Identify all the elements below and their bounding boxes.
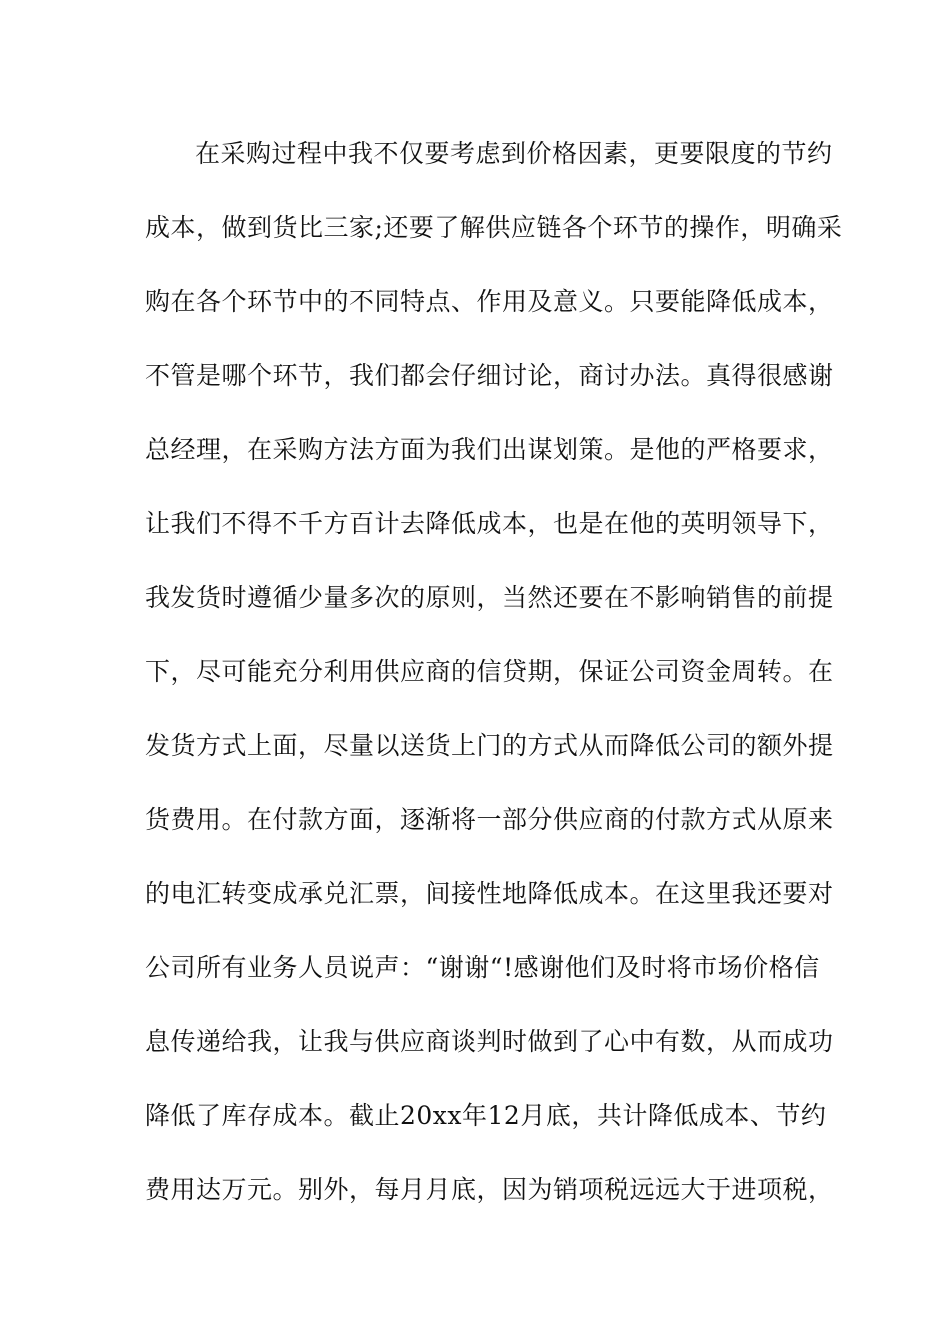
- paragraph-line-4: 不管是哪个环节，我们都会仔细讨论，商讨办法。真得很感谢: [145, 361, 834, 390]
- paragraph: [145, 127, 843, 1237]
- paragraph-line-7: 我发货时遵循少量多次的原则，当然还要在不影响销售的前提: [145, 583, 834, 612]
- paragraph-line-6: 让我们不得不千方百计去降低成本，也是在他的英明领导下，: [145, 509, 834, 538]
- paragraph-line-5: 总经理，在采购方法方面为我们出谋划策。是他的严格要求，: [145, 435, 834, 464]
- paragraph-line-13: 息传递给我，让我与供应商谈判时做到了心中有数，从而成功: [145, 1027, 834, 1056]
- paragraph-line-9: 发货方式上面，尽量以送货上门的方式从而降低公司的额外提: [145, 731, 834, 760]
- paragraph-line-2: 成本，做到货比三家;还要了解供应链各个环节的操作，明确采: [145, 213, 843, 242]
- paragraph-line-8: 下，尽可能充分利用供应商的信贷期，保证公司资金周转。在: [145, 657, 834, 686]
- paragraph-line-14: 降低了库存成本。截止20xx年12月底，共计降低成本、节约: [145, 1101, 827, 1130]
- paragraph-line-12: 公司所有业务人员说声：“谢谢“!感谢他们及时将市场价格信: [145, 953, 820, 982]
- paragraph-line-1: 在采购过程中我不仅要考虑到价格因素，更要限度的节约: [195, 139, 833, 168]
- paragraph-line-10: 货费用。在付款方面，逐渐将一部分供应商的付款方式从原来: [145, 805, 834, 834]
- paragraph-line-3: 购在各个环节中的不同特点、作用及意义。只要能降低成本，: [145, 287, 834, 316]
- paragraph-line-15: 费用达万元。别外，每月月底，因为销项税远远大于进项税，: [145, 1175, 834, 1204]
- paragraph-line-11: 的电汇转变成承兑汇票，间接性地降低成本。在这里我还要对: [145, 879, 834, 908]
